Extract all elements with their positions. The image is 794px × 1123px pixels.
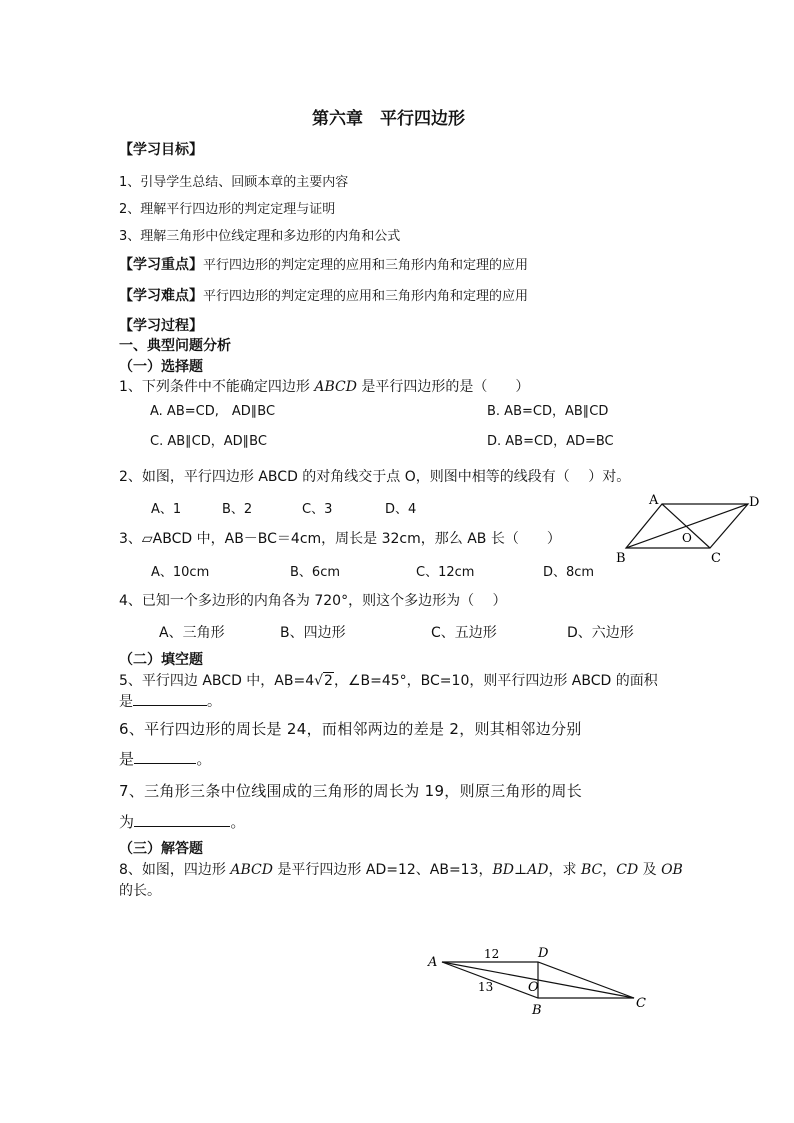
- objectives-heading: 【学习目标】: [119, 142, 203, 158]
- answer-blank-6[interactable]: [134, 749, 196, 764]
- fig1-label-c: C: [711, 551, 721, 566]
- question-6: 6、平行四边形的周长是 24，而相邻两边的差是 2，则其相邻边分别: [119, 720, 582, 738]
- question-7-line-2: 为 。: [119, 813, 246, 831]
- question-8-mid1: 是平行四边形 AD=12、AB=13，: [272, 862, 493, 878]
- fig1-label-a: A: [649, 493, 659, 508]
- q3-option-b: B、6cm: [290, 565, 341, 580]
- question-1: [119, 376, 529, 396]
- q4-option-c: C、五边形: [431, 625, 497, 641]
- fig2-length-ab: 13: [478, 980, 494, 994]
- q3-option-d: D、8cm: [543, 565, 595, 580]
- question-7-line2-text: 为: [119, 813, 135, 831]
- subsection-fill: （二）填空题: [119, 652, 203, 668]
- question-8-mid4: 及: [638, 862, 662, 878]
- question-8-italic-cd: CD: [616, 862, 639, 878]
- parallelogram-figure-2: [420, 938, 660, 1018]
- question-8: [119, 859, 683, 879]
- q4-option-d: D、六边形: [567, 625, 634, 641]
- question-8-italic-bc: BC: [580, 862, 603, 878]
- question-2: 2、如图，平行四边形 ABCD 的对角线交于点 O，则图中相等的线段有（ ）对。: [119, 469, 631, 485]
- sqrt-symbol: √: [314, 673, 324, 689]
- fig2-label-d: D: [538, 946, 549, 961]
- q4-option-b: B、四边形: [280, 625, 346, 641]
- answer-blank-5[interactable]: [133, 691, 207, 706]
- q3-option-a: A、10cm: [151, 565, 210, 580]
- q2-option-a: A、1: [151, 502, 182, 517]
- question-5-line-2: 是 。: [119, 691, 221, 711]
- q1-option-b: B. AB=CD，AB∥CD: [487, 404, 609, 419]
- q2-option-d: D、4: [385, 502, 417, 517]
- question-1-italic: ABCD: [314, 379, 357, 395]
- section-typical-problems: 一、典型问题分析: [119, 338, 231, 354]
- question-6-line2-text: 是: [119, 750, 135, 768]
- answer-blank-7[interactable]: [134, 812, 230, 827]
- subsection-choice: （一）选择题: [119, 359, 203, 375]
- q1-option-c: C. AB∥CD，AD∥BC: [150, 434, 267, 449]
- question-1-suffix: 是平行四边形的是（ ）: [356, 379, 530, 395]
- process-heading: 【学习过程】: [119, 318, 203, 334]
- question-8-italic-perp: BD⊥AD: [492, 862, 549, 878]
- fig1-label-d: D: [749, 495, 760, 510]
- question-7: 7、三角形三条中位线围成的三角形的周长为 19，则原三角形的周长: [119, 782, 583, 800]
- q3-option-c: C、12cm: [416, 565, 475, 580]
- question-6-line-2: 是 。: [119, 750, 212, 768]
- fig2-length-ad: 12: [484, 947, 500, 961]
- question-8-mid3: ，: [602, 862, 617, 878]
- question-5-line2-text: 是: [119, 694, 133, 710]
- fig1-label-b: B: [616, 551, 626, 566]
- subsection-solve: （三）解答题: [119, 841, 203, 857]
- question-5-part1: 5、平行四边 ABCD 中，AB=4: [119, 673, 315, 689]
- q1-option-a: A. AB=CD, AD∥BC: [150, 404, 276, 419]
- question-5-part2: ，∠B=45°，BC=10，则平行四边形 ABCD 的面积: [333, 673, 658, 689]
- question-8-line-2: 的长。: [119, 883, 161, 899]
- difficulty-point: [119, 285, 528, 305]
- objective-item-2: 2、理解平行四边形的判定定理与证明: [119, 202, 336, 217]
- parallelogram-figure-1: [612, 490, 762, 570]
- q2-option-c: C、3: [302, 502, 333, 517]
- q4-option-a: A、三角形: [159, 625, 225, 641]
- question-1-prefix: 1、下列条件中不能确定四边形: [119, 379, 315, 395]
- difficulty-text: 平行四边形的判定定理的应用和三角形内角和定理的应用: [203, 289, 529, 304]
- key-point: [119, 254, 528, 274]
- q2-option-b: B、2: [222, 502, 253, 517]
- objective-item-3: 3、理解三角形中位线定理和多边形的内角和公式: [119, 229, 401, 244]
- fig1-label-o: O: [682, 531, 692, 545]
- question-4: 4、已知一个多边形的内角各为 720°，则这个多边形为（ ）: [119, 593, 507, 609]
- question-8-mid2: ，求: [548, 862, 581, 878]
- difficulty-label: 【学习难点】: [119, 288, 203, 304]
- fig2-label-c: C: [636, 996, 646, 1011]
- objective-item-1: 1、引导学生总结、回顾本章的主要内容: [119, 175, 349, 190]
- key-point-label: 【学习重点】: [119, 257, 203, 273]
- fig2-label-b: B: [532, 1003, 542, 1018]
- fig2-label-a: A: [428, 955, 438, 970]
- question-8-prefix: 8、如图，四边形: [119, 862, 231, 878]
- question-8-italic-ob: OB: [661, 862, 683, 878]
- question-8-italic-abcd: ABCD: [230, 862, 273, 878]
- question-3: 3、▱ABCD 中，AB－BC＝4cm，周长是 32cm，那么 AB 长（ ）: [119, 531, 561, 547]
- key-point-text: 平行四边形的判定定理的应用和三角形内角和定理的应用: [203, 258, 529, 273]
- page-title: 第六章 平行四边形: [312, 109, 465, 129]
- question-5: [119, 670, 658, 690]
- fig2-label-o: O: [528, 980, 539, 995]
- sqrt-radicand: 2: [324, 673, 333, 689]
- q1-option-d: D. AB=CD，AD=BC: [487, 434, 614, 449]
